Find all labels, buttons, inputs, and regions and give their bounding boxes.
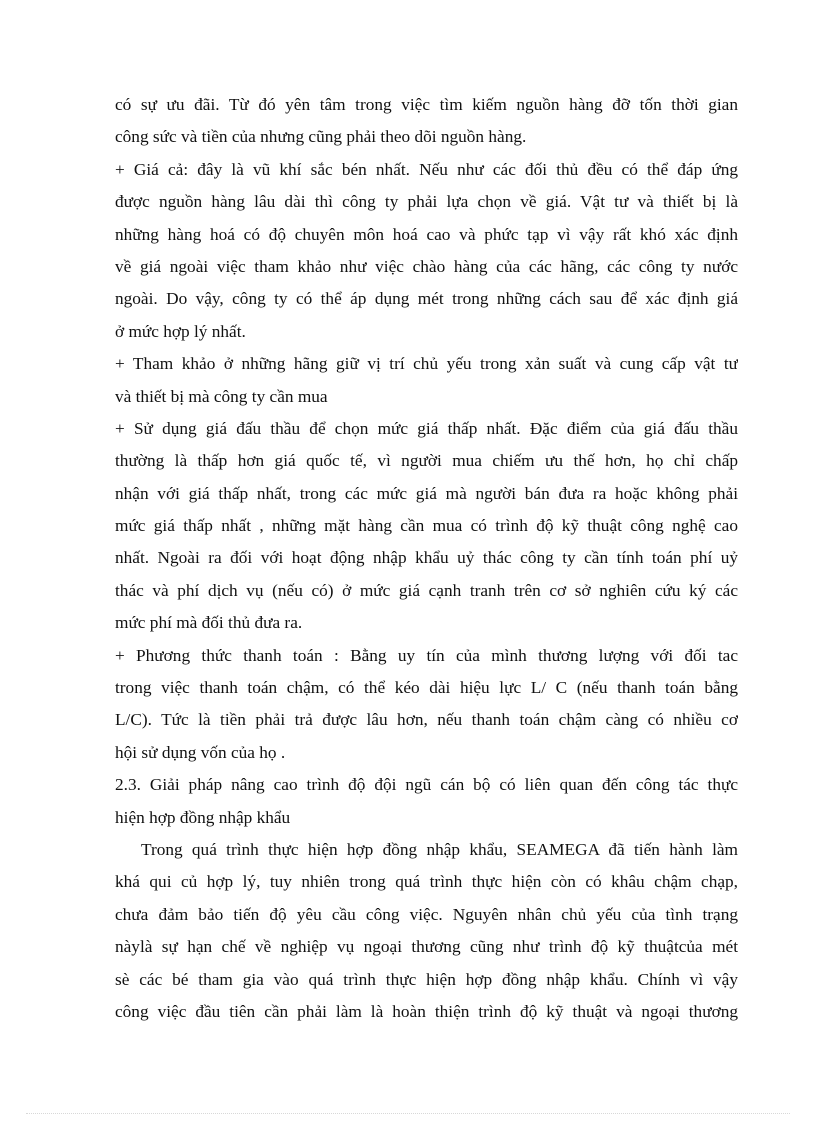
text-line: những hàng hoá có độ chuyên môn hoá cao và phức tạp vì vậy rất khó xác định bbox=[115, 224, 738, 244]
text-line: + Tham khảo ở những hãng giữ vị trí chủ yếu trong xản suất và cung cấp vật tư bbox=[115, 354, 738, 374]
text-line: ngoài. Do vậy, công ty có thể áp dụng mét trong những cách sau để xác định giá bbox=[115, 289, 738, 309]
text-line: thường là thấp hơn giá quốc tế, vì người mua chiếm ưu thế hơn, họ chỉ chấp bbox=[115, 451, 738, 471]
text-line: mức giá thấp nhất , những mặt hàng cần mua có trình độ kỹ thuật công nghệ cao bbox=[115, 516, 738, 536]
text-line: chưa đảm bảo tiến độ yêu cầu công việc. Nguyên nhân chủ yếu của tình trạng bbox=[115, 904, 738, 924]
text-line: nhận với giá thấp nhất, trong các mức giá mà người bán đưa ra hoặc không phải bbox=[115, 483, 738, 503]
text-line: hiện hợp đồng nhập khẩu bbox=[115, 807, 291, 827]
text-line: nhất. Ngoài ra đối với hoạt động nhập khẩu uỷ thác công ty cần tính toán phí uỷ bbox=[115, 548, 738, 568]
text-line: trong việc thanh toán chậm, có thể kéo dài hiệu lực L/ C (nếu thanh toán bằng bbox=[115, 678, 738, 698]
text-line: + Giá cả: đây là vũ khí sắc bén nhất. Nếu như các đối thủ đều có thể đáp ứng bbox=[115, 159, 738, 179]
text-line: L/C). Tức là tiền phải trả được lâu hơn, nếu thanh toán chậm càng có nhiều cơ bbox=[115, 710, 738, 730]
text-line: khá qui củ hợp lý, tuy nhiên trong quá trình thực hiện còn có khâu chậm chạp, bbox=[115, 872, 738, 892]
text-line: thác và phí dịch vụ (nếu có) ở mức giá cạnh tranh trên cơ sở nghiên cứu ký các bbox=[115, 580, 738, 600]
text-line: sè các bé tham gia vào quá trình thực hiện hợp đồng nhập khẩu. Chính vì vậy bbox=[115, 969, 738, 989]
text-line: nàylà sự hạn chế về nghiệp vụ ngoại thương cũng như trình độ kỹ thuậtcủa mét bbox=[115, 937, 738, 957]
text-line: được nguồn hàng lâu dài thì công ty phải lựa chọn về giá. Vật tư và thiết bị là bbox=[115, 192, 738, 212]
text-line: và thiết bị mà công ty cần mua bbox=[115, 386, 328, 406]
text-line: công sức và tiền của nhưng cũng phải theo dõi nguồn hàng. bbox=[115, 127, 527, 147]
text-line: Trong quá trình thực hiện hợp đồng nhập khẩu, SEAMEGA đã tiến hành làm bbox=[141, 839, 738, 859]
text-line: 2.3. Giải pháp nâng cao trình độ đội ngũ cán bộ có liên quan đến công tác thực bbox=[115, 775, 738, 795]
text-line: về giá ngoài việc tham khảo như việc chào hàng của các hãng, các công ty nước bbox=[115, 256, 738, 276]
text-line: hội sử dụng vốn của họ . bbox=[115, 742, 286, 762]
text-line: có sự ưu đãi. Từ đó yên tâm trong việc tìm kiếm nguồn hàng đỡ tốn thời gian bbox=[115, 95, 738, 114]
text-line: công việc đầu tiên cần phải làm là hoàn thiện trình độ kỹ thuật và ngoại thương bbox=[115, 1001, 738, 1021]
footer-divider bbox=[26, 1113, 790, 1114]
text-line: mức phí mà đối thủ đưa ra. bbox=[115, 613, 303, 633]
text-line: + Sử dụng giá đấu thầu để chọn mức giá thấp nhất. Đặc điểm của giá đấu thầu bbox=[115, 418, 738, 438]
body-text bbox=[115, 89, 738, 1028]
text-line: + Phương thức thanh toán : Bằng uy tín của mình thương lượng với đối tac bbox=[115, 645, 738, 665]
text-line: ở mức hợp lý nhất. bbox=[115, 321, 246, 341]
